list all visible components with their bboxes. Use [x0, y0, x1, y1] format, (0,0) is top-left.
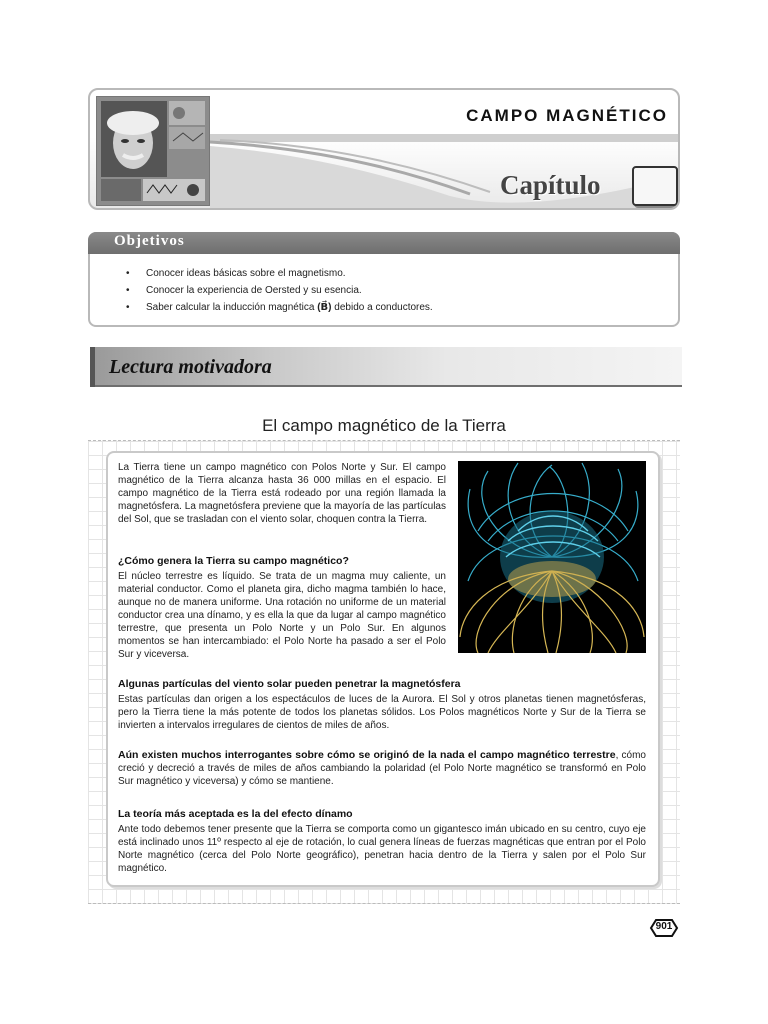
earth-magnetic-field-image [458, 461, 646, 653]
section-heading: La teoría más aceptada es la del efecto dínamo [118, 808, 353, 820]
objectives-tab [88, 232, 680, 254]
section-banner [90, 347, 682, 387]
section-body: Ante todo debemos tener presente que la Tierra se comporta como un gigantesco imán ubicado en su centro, cuyo eje está inclinado unos 11º respecto al eje de rotación, lo cual genera líneas de fuerzas magnéticas que entran por el Polo Norte magnético (cerca del Polo Norte geográfico), penetran hacia dentro de la Tierra y salen por el Polo Sur magnético. [118, 824, 646, 874]
chapter-header [88, 88, 680, 210]
vector-b-symbol: (B⃗) [317, 302, 332, 313]
objective-text: Conocer ideas básicas sobre el magnetismo. [146, 268, 346, 279]
page-number: 901 [655, 921, 673, 932]
section-body: El núcleo terrestre es líquido. Se trata de un magma muy caliente, un material conductor. Como el planeta gira, dicho magma también lo hace, aunque no de manera uniforme. Una rotación no uniforme de un material conductor crea una dínamo, y es ella la que da lugar al campo magnético terrestre, que presenta un Polo Norte y un Polo Sur. En algunos momentos se han intercambiado: el Polo Norte ha pasado a ser el Polo Sur y viceversa. [118, 571, 446, 660]
objectives-label: Objetivos [114, 233, 185, 249]
header-collage-image [96, 96, 210, 206]
chapter-word: Capítulo [500, 170, 601, 200]
section-body: , cómo creció y decreció a través de miles de años cambiando la polaridad (el Polo Norte magnético se transformó en Polo Sur magnético y viceversa) y cómo se mantiene. [118, 750, 646, 787]
section-paragraph [118, 749, 646, 788]
section-banner-label: Lectura motivadora [109, 356, 272, 378]
article-title: El campo magnético de la Tierra [262, 416, 506, 435]
objectives-box [88, 232, 680, 327]
objective-text: Saber calcular la inducción magnética [146, 302, 318, 313]
list-item [126, 285, 433, 302]
article-card [106, 451, 660, 887]
list-item [126, 302, 433, 319]
objective-text: debido a conductores. [331, 302, 433, 313]
section-heading: Algunas partículas del viento solar pueden penetrar la magnetósfera [118, 678, 461, 690]
chapter-number-box [632, 166, 678, 206]
section-heading: ¿Cómo genera la Tierra su campo magnético? [118, 555, 349, 567]
chapter-title: CAMPO MAGNÉTICO [466, 106, 668, 125]
objectives-list [126, 268, 433, 319]
bullet-icon: • [126, 268, 130, 279]
banner-underline [95, 385, 682, 387]
objective-text: Conocer la experiencia de Oersted y su esencia. [146, 285, 362, 296]
bullet-icon: • [126, 285, 130, 296]
article-intro: La Tierra tiene un campo magnético con Polos Norte y Sur. El campo magnético de la Tierra alcanza hasta 36 000 millas en el espacio. El campo magnético de la Tierra está rodeado por una región llamada la magnetósfera. La magnetósfera previene que la mayoría de las partículas del Sol, que se trasladan con el viento solar, choquen contra la Tierra. [118, 462, 446, 525]
bullet-icon: • [126, 302, 130, 313]
section-body: Estas partículas dan origen a los espectáculos de luces de la Aurora. El Sol y otros planetas tienen magnetósferas, pero la Tierra tiene la más potente de todos los planetas sólidos. Los Polos magnéticos Norte y Sur de la Tierra se invierten a intervalos irregulares de cientos de miles de años. [118, 694, 646, 731]
section-heading: Aún existen muchos interrogantes sobre cómo se originó de la nada el campo magnético terrestre [118, 749, 616, 761]
list-item [126, 268, 433, 285]
header-swoosh-decoration [210, 136, 680, 208]
